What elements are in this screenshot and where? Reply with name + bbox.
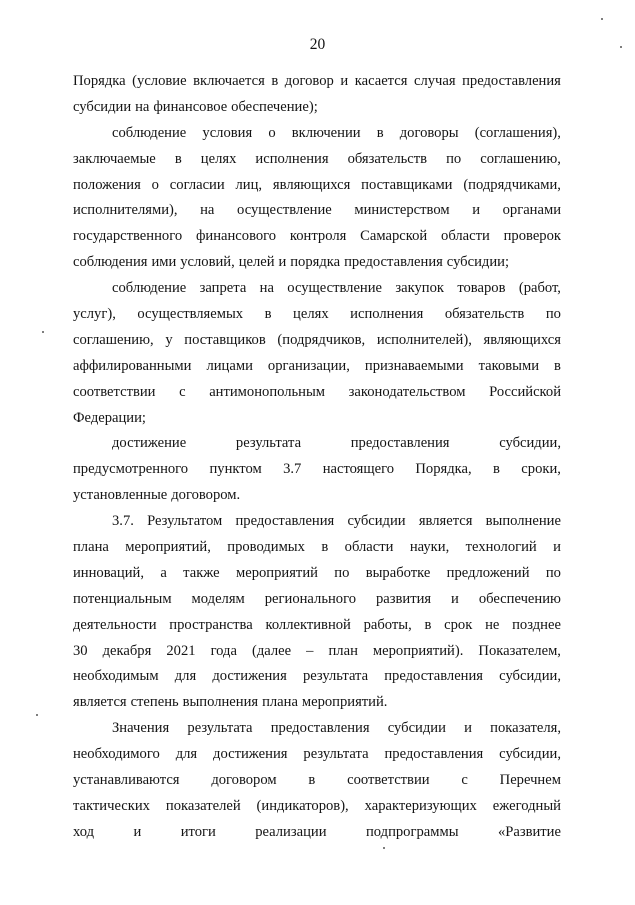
word: таковыми bbox=[478, 357, 540, 374]
word: выполнение bbox=[485, 513, 561, 530]
word: Порядка, bbox=[415, 461, 472, 478]
word: субсидии, bbox=[499, 435, 561, 452]
text-line bbox=[73, 173, 561, 199]
word: является bbox=[73, 694, 127, 711]
text-line bbox=[73, 535, 561, 561]
word: Результатом bbox=[147, 513, 223, 530]
page-number: 20 bbox=[309, 36, 326, 53]
text-line bbox=[73, 328, 561, 354]
word: по bbox=[446, 150, 462, 167]
word: плана bbox=[262, 694, 298, 711]
word: являющихся bbox=[483, 331, 561, 348]
word: в bbox=[376, 124, 384, 141]
word: соблюдение bbox=[112, 280, 187, 297]
text-line bbox=[73, 224, 561, 250]
word: работы, bbox=[363, 616, 412, 633]
word: 3.7 bbox=[283, 461, 302, 478]
word: признаваемыми bbox=[364, 357, 464, 374]
word: и bbox=[451, 590, 459, 607]
word: результата bbox=[235, 435, 302, 452]
word: поставщиков bbox=[184, 331, 266, 348]
word: (работ, bbox=[518, 280, 561, 297]
word: обязательств bbox=[444, 306, 525, 323]
word: (далее bbox=[252, 642, 292, 659]
word: степень bbox=[130, 694, 179, 711]
word: предоставления bbox=[462, 73, 561, 89]
word: в bbox=[174, 150, 182, 167]
word: сроки, bbox=[521, 461, 561, 478]
word: необходимого bbox=[73, 746, 160, 763]
text-line bbox=[73, 690, 561, 716]
word: (подрядчиками, bbox=[463, 176, 561, 193]
text-line bbox=[73, 794, 561, 820]
word: и bbox=[133, 823, 142, 840]
word: о bbox=[268, 124, 276, 141]
word: договором bbox=[211, 772, 277, 789]
word: развития bbox=[375, 590, 432, 607]
word: и bbox=[278, 254, 287, 271]
word: согласии bbox=[169, 176, 225, 193]
word: соответствии bbox=[347, 772, 430, 789]
text-line bbox=[73, 302, 561, 328]
text-line bbox=[73, 95, 561, 121]
word: обеспечению bbox=[478, 590, 561, 607]
text-line bbox=[73, 250, 561, 276]
word: проводимых bbox=[227, 539, 305, 556]
word: Самарской bbox=[360, 228, 428, 245]
word: договоры bbox=[399, 124, 459, 141]
word: на bbox=[135, 98, 150, 115]
word: соблюдения bbox=[73, 254, 148, 271]
word: (подрядчиков, bbox=[277, 331, 366, 348]
word: осуществление bbox=[287, 280, 383, 297]
word: товаров bbox=[457, 280, 506, 297]
word: результата bbox=[187, 720, 253, 737]
word: осуществление bbox=[237, 202, 332, 219]
word: порядка bbox=[290, 254, 341, 271]
scan-speck bbox=[42, 331, 44, 333]
word: договором. bbox=[171, 487, 241, 504]
word: по bbox=[334, 564, 350, 581]
word: субсидии, bbox=[499, 746, 561, 763]
word: закупок bbox=[395, 280, 444, 297]
word: условий, bbox=[180, 254, 235, 271]
word: достижения bbox=[212, 668, 287, 685]
word: субсидии bbox=[347, 513, 406, 530]
word: у bbox=[165, 331, 173, 348]
word: условия bbox=[202, 124, 253, 141]
word: включается bbox=[193, 73, 265, 89]
word: потенциальным bbox=[73, 590, 172, 607]
text-line bbox=[73, 198, 561, 224]
word: финансовое bbox=[153, 98, 228, 115]
word: Порядка bbox=[73, 73, 126, 89]
word: в bbox=[264, 306, 272, 323]
word: выполнения bbox=[182, 694, 259, 711]
word: являющихся bbox=[272, 176, 351, 193]
word: государственного bbox=[73, 228, 183, 245]
word: предоставления bbox=[270, 720, 370, 737]
word: моделям bbox=[191, 590, 245, 607]
text-line bbox=[73, 587, 561, 613]
word: по bbox=[545, 564, 561, 581]
word: исполнения bbox=[350, 306, 424, 323]
word: подпрограммы bbox=[365, 823, 459, 840]
text-line bbox=[73, 820, 561, 846]
text-line bbox=[73, 380, 561, 406]
word: исполнения bbox=[255, 150, 329, 167]
word: коллективной bbox=[265, 616, 351, 633]
word: показателей bbox=[165, 797, 241, 814]
word: области bbox=[344, 539, 394, 556]
word: заключаемые bbox=[73, 150, 156, 167]
text-line bbox=[73, 509, 561, 535]
text-line bbox=[73, 561, 561, 587]
word: соблюдение bbox=[112, 124, 187, 141]
word: характеризующих bbox=[364, 797, 477, 814]
word: в bbox=[308, 772, 316, 789]
word: и bbox=[340, 73, 349, 89]
word: соответствии bbox=[73, 383, 156, 400]
text-line bbox=[73, 613, 561, 639]
word: законодательством bbox=[348, 383, 466, 400]
word: предложений bbox=[446, 564, 530, 581]
word: министерством bbox=[354, 202, 450, 219]
word: деятельности bbox=[73, 616, 157, 633]
word: Показателем, bbox=[478, 642, 561, 659]
word: запрета bbox=[199, 280, 247, 297]
word: обеспечение); bbox=[231, 98, 318, 115]
word: в bbox=[554, 357, 561, 374]
body-text bbox=[73, 69, 561, 846]
word: мероприятий. bbox=[301, 694, 388, 711]
word: в bbox=[321, 539, 329, 556]
word: для bbox=[174, 668, 197, 685]
word: договор bbox=[284, 73, 334, 89]
word: показателя, bbox=[490, 720, 561, 737]
text-line bbox=[73, 406, 561, 432]
word: декабря bbox=[102, 642, 152, 659]
word: включении bbox=[291, 124, 361, 141]
word: ход bbox=[73, 823, 95, 840]
text-line bbox=[73, 639, 561, 665]
word: – bbox=[306, 642, 314, 659]
text-line bbox=[73, 768, 561, 794]
word: Российской bbox=[489, 383, 561, 400]
word: Значения bbox=[112, 720, 170, 737]
text-line bbox=[73, 664, 561, 690]
word: ими bbox=[151, 254, 177, 271]
word: осуществляемых bbox=[137, 306, 244, 323]
word: не bbox=[485, 616, 500, 633]
word: Федерации; bbox=[73, 409, 146, 426]
word: 3.7. bbox=[112, 513, 134, 530]
word: случая bbox=[413, 73, 456, 89]
word: срок bbox=[444, 616, 473, 633]
word: предусмотренного bbox=[73, 461, 189, 478]
word: положения bbox=[73, 176, 141, 193]
word: а bbox=[160, 564, 167, 581]
word: услуг), bbox=[73, 306, 116, 323]
word: науки, bbox=[409, 539, 450, 556]
word: предоставления bbox=[384, 668, 484, 685]
word: с bbox=[461, 772, 468, 789]
scan-speck bbox=[620, 46, 622, 48]
word: по bbox=[545, 306, 561, 323]
word: субсидии, bbox=[499, 668, 561, 685]
word: пространства bbox=[169, 616, 253, 633]
word: субсидии bbox=[387, 720, 446, 737]
word: поставщиками bbox=[361, 176, 453, 193]
text-line bbox=[73, 69, 561, 95]
word: на bbox=[200, 202, 215, 219]
word: необходимым bbox=[73, 668, 159, 685]
word: также bbox=[183, 564, 220, 581]
word: устанавливаются bbox=[73, 772, 180, 789]
word: целях bbox=[293, 306, 329, 323]
word: мероприятий bbox=[236, 564, 318, 581]
word: достижения bbox=[213, 746, 288, 763]
word: 2021 bbox=[166, 642, 196, 659]
word: контроля bbox=[289, 228, 347, 245]
word: и bbox=[464, 720, 472, 737]
word: соглашению, bbox=[480, 150, 561, 167]
word: исполнителей), bbox=[376, 331, 472, 348]
word: исполнителями), bbox=[73, 202, 178, 219]
word: обязательств bbox=[347, 150, 428, 167]
text-line bbox=[73, 147, 561, 173]
word: регионального bbox=[264, 590, 356, 607]
word: органами bbox=[502, 202, 561, 219]
word: выработке bbox=[365, 564, 431, 581]
word: пунктом bbox=[209, 461, 262, 478]
word: реализации bbox=[255, 823, 327, 840]
word: плана bbox=[73, 539, 109, 556]
word: мероприятий). bbox=[372, 642, 464, 659]
word: (соглашения), bbox=[474, 124, 561, 141]
word: предоставления bbox=[384, 746, 484, 763]
word: области bbox=[441, 228, 490, 245]
word: субсидии bbox=[73, 98, 132, 115]
text-line bbox=[73, 457, 561, 483]
word: для bbox=[175, 746, 198, 763]
word: тактических bbox=[73, 797, 150, 814]
word: с bbox=[179, 383, 186, 400]
word: целях bbox=[200, 150, 237, 167]
word: технологий bbox=[465, 539, 537, 556]
word: план bbox=[328, 642, 358, 659]
word: в bbox=[271, 73, 279, 89]
word: итоги bbox=[180, 823, 216, 840]
word: организации, bbox=[267, 357, 350, 374]
word: мероприятий, bbox=[125, 539, 211, 556]
word: о bbox=[151, 176, 159, 193]
word: и bbox=[553, 539, 561, 556]
word: проверок bbox=[503, 228, 561, 245]
word: является bbox=[418, 513, 473, 530]
word: позднее bbox=[512, 616, 561, 633]
word: результата bbox=[303, 746, 369, 763]
word: соглашению, bbox=[73, 331, 154, 348]
word: предоставления bbox=[350, 435, 450, 452]
scan-speck bbox=[36, 714, 38, 716]
word: предоставления bbox=[344, 254, 443, 271]
text-line bbox=[73, 431, 561, 457]
word: аффилированными bbox=[73, 357, 192, 374]
word: касается bbox=[354, 73, 408, 89]
word: достижение bbox=[112, 435, 187, 452]
word: (индикаторов), bbox=[256, 797, 349, 814]
text-line bbox=[73, 716, 561, 742]
word: субсидии; bbox=[446, 254, 509, 271]
word: результата bbox=[302, 668, 369, 685]
word: лиц, bbox=[235, 176, 263, 193]
word: в bbox=[424, 616, 432, 633]
word: антимонопольным bbox=[209, 383, 326, 400]
word: установленные bbox=[73, 487, 168, 504]
scan-speck bbox=[601, 18, 603, 20]
word: 30 bbox=[73, 642, 88, 659]
word: на bbox=[259, 280, 274, 297]
text-line bbox=[73, 483, 561, 509]
text-line bbox=[73, 121, 561, 147]
word: лицами bbox=[206, 357, 253, 374]
word: «Развитие bbox=[497, 823, 561, 840]
word: целей bbox=[238, 254, 275, 271]
word: и bbox=[472, 202, 480, 219]
scan-speck bbox=[383, 847, 385, 849]
word: инноваций, bbox=[73, 564, 144, 581]
word: года bbox=[210, 642, 237, 659]
word: настоящего bbox=[322, 461, 395, 478]
word: (условие bbox=[132, 73, 187, 89]
text-line bbox=[73, 354, 561, 380]
word: финансового bbox=[195, 228, 277, 245]
word: предоставления bbox=[235, 513, 335, 530]
word: Перечнем bbox=[499, 772, 561, 789]
text-line bbox=[73, 276, 561, 302]
text-line bbox=[73, 742, 561, 768]
word: ежегодный bbox=[492, 797, 561, 814]
word: в bbox=[493, 461, 500, 478]
